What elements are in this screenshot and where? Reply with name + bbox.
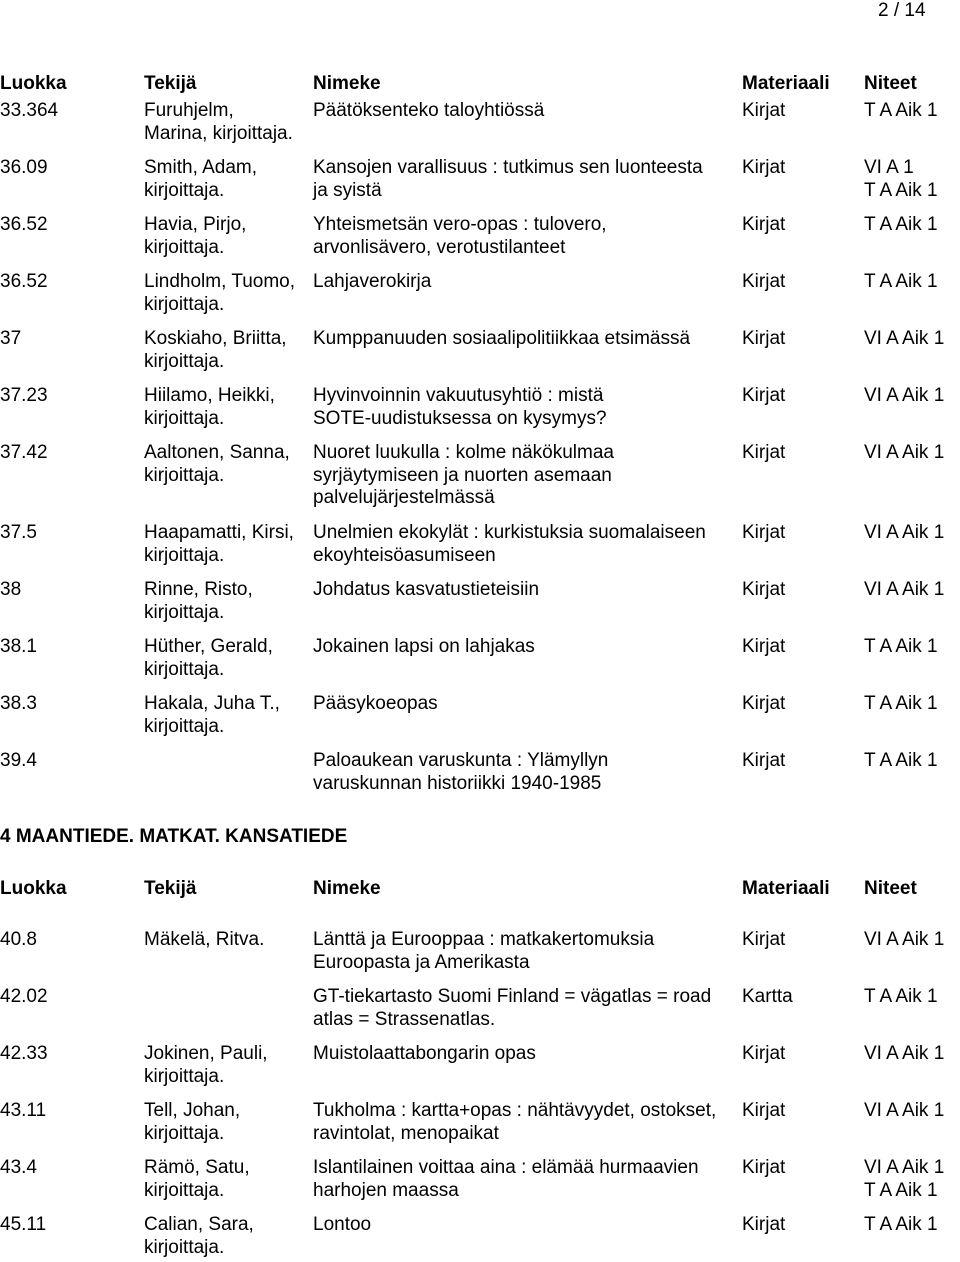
cell-niteet: T A Aik 1 — [864, 750, 938, 771]
cell-niteet: VI A 1 — [864, 157, 914, 178]
cell-tekija: kirjoittaja. — [144, 1065, 225, 1087]
cell-luokka: 36.52 — [0, 214, 48, 235]
header-nimeke: Nimeke — [313, 73, 381, 94]
header-niteet: Niteet — [864, 73, 917, 94]
cell-luokka: 43.4 — [0, 1157, 37, 1178]
header-tekija: Tekijä — [144, 73, 197, 94]
cell-niteet: VI A Aik 1 — [864, 385, 945, 406]
cell-materiaali: Kartta — [742, 986, 793, 1007]
cell-nimeke: Yhteismetsän vero-opas : tulovero, — [313, 214, 607, 235]
cell-luokka: 43.11 — [0, 1100, 47, 1121]
cell-luokka: 40.8 — [0, 929, 37, 950]
cell-materiaali: Kirjat — [742, 157, 786, 178]
cell-nimeke: Muistolaattabongarin opas — [313, 1043, 536, 1064]
cell-nimeke: ja syistä — [313, 179, 382, 201]
cell-nimeke: Unelmien ekokylät : kurkistuksia suomalaiseen — [313, 522, 706, 543]
cell-nimeke: Euroopasta ja Amerikasta — [313, 951, 530, 973]
cell-nimeke: harhojen maassa — [313, 1179, 459, 1201]
cell-nimeke: SOTE-uudistuksessa on kysymys? — [313, 407, 607, 429]
cell-materiaali: Kirjat — [742, 522, 786, 543]
cell-luokka: 42.02 — [0, 986, 48, 1007]
cell-materiaali: Kirjat — [742, 1043, 786, 1064]
cell-tekija: Havia, Pirjo, — [144, 214, 247, 235]
cell-niteet: T A Aik 1 — [864, 179, 938, 201]
cell-niteet: T A Aik 1 — [864, 100, 938, 121]
cell-niteet: VI A Aik 1 — [864, 442, 945, 463]
cell-niteet: VI A Aik 1 — [864, 1043, 945, 1064]
cell-tekija: kirjoittaja. — [144, 293, 225, 315]
cell-tekija: kirjoittaja. — [144, 1122, 225, 1144]
cell-tekija: kirjoittaja. — [144, 464, 225, 486]
cell-tekija: Hakala, Juha T., — [144, 693, 280, 714]
cell-luokka: 38.1 — [0, 636, 37, 657]
cell-materiaali: Kirjat — [742, 636, 786, 657]
cell-luokka: 33.364 — [0, 100, 59, 121]
cell-luokka: 38 — [0, 579, 22, 600]
cell-tekija: kirjoittaja. — [144, 715, 225, 737]
cell-materiaali: Kirjat — [742, 1100, 786, 1121]
cell-luokka: 39.4 — [0, 750, 37, 771]
cell-nimeke: Lontoo — [313, 1214, 372, 1235]
cell-nimeke: Tukholma : kartta+opas : nähtävyydet, ostokset, — [313, 1100, 717, 1121]
header-nimeke: Nimeke — [313, 878, 381, 899]
cell-materiaali: Kirjat — [742, 328, 786, 349]
cell-tekija: kirjoittaja. — [144, 1236, 225, 1258]
header-materiaali: Materiaali — [742, 73, 830, 94]
header-niteet: Niteet — [864, 878, 917, 899]
cell-niteet: T A Aik 1 — [864, 986, 938, 1007]
cell-tekija: Lindholm, Tuomo, — [144, 271, 296, 292]
cell-tekija: kirjoittaja. — [144, 407, 225, 429]
cell-luokka: 38.3 — [0, 693, 37, 714]
cell-nimeke: ekoyhteisöasumiseen — [313, 544, 496, 566]
cell-niteet: VI A Aik 1 — [864, 522, 945, 543]
cell-nimeke: Lahjaverokirja — [313, 271, 432, 292]
cell-nimeke: arvonlisävero, verotustilanteet — [313, 236, 566, 258]
cell-tekija: kirjoittaja. — [144, 350, 225, 372]
cell-nimeke: Islantilainen voittaa aina : elämää hurmaavien — [313, 1157, 699, 1178]
cell-tekija: Tell, Johan, — [144, 1100, 241, 1121]
cell-tekija: Calian, Sara, — [144, 1214, 254, 1235]
cell-niteet: T A Aik 1 — [864, 214, 938, 235]
cell-tekija: kirjoittaja. — [144, 658, 225, 680]
cell-nimeke: Johdatus kasvatustieteisiin — [313, 579, 540, 600]
cell-nimeke: syrjäytymiseen ja nuorten asemaan — [313, 464, 612, 486]
cell-nimeke: Kumppanuuden sosiaalipolitiikkaa etsimässä — [313, 328, 691, 349]
cell-materiaali: Kirjat — [742, 100, 786, 121]
cell-materiaali: Kirjat — [742, 385, 786, 406]
cell-nimeke: GT-tiekartasto Suomi Finland = vägatlas = road — [313, 986, 712, 1007]
cell-materiaali: Kirjat — [742, 693, 786, 714]
cell-nimeke: Kansojen varallisuus : tutkimus sen luonteesta — [313, 157, 703, 178]
cell-nimeke: palvelujärjestelmässä — [313, 487, 495, 508]
header-luokka: Luokka — [0, 73, 67, 94]
cell-materiaali: Kirjat — [742, 1157, 786, 1178]
cell-niteet: VI A Aik 1 — [864, 1100, 945, 1121]
cell-luokka: 36.52 — [0, 271, 48, 292]
cell-luokka: 37.5 — [0, 522, 37, 543]
cell-nimeke: ravintolat, menopaikat — [313, 1122, 499, 1144]
section-title: 4 MAANTIEDE. MATKAT. KANSATIEDE — [0, 826, 348, 847]
cell-tekija: Furuhjelm, — [144, 100, 234, 121]
cell-luokka: 37 — [0, 328, 22, 349]
cell-tekija: Hiilamo, Heikki, — [144, 385, 275, 406]
cell-nimeke: Jokainen lapsi on lahjakas — [313, 636, 535, 657]
cell-tekija: kirjoittaja. — [144, 236, 225, 258]
cell-tekija: kirjoittaja. — [144, 544, 225, 566]
cell-nimeke: atlas = Strassenatlas. — [313, 1008, 496, 1030]
cell-niteet: VI A Aik 1 — [864, 328, 945, 349]
cell-niteet: T A Aik 1 — [864, 1214, 938, 1235]
cell-nimeke: Hyvinvoinnin vakuutusyhtiö : mistä — [313, 385, 604, 406]
cell-niteet: T A Aik 1 — [864, 693, 938, 714]
cell-luokka: 45.11 — [0, 1214, 47, 1235]
cell-materiaali: Kirjat — [742, 750, 786, 771]
cell-tekija: Marina, kirjoittaja. — [144, 122, 293, 144]
cell-tekija: Mäkelä, Ritva. — [144, 929, 265, 950]
cell-nimeke: Päätöksenteko taloyhtiössä — [313, 100, 545, 121]
cell-luokka: 36.09 — [0, 157, 48, 178]
cell-materiaali: Kirjat — [742, 442, 786, 463]
cell-tekija: Aaltonen, Sanna, — [144, 442, 290, 463]
cell-nimeke: Nuoret luukulla : kolme näkökulmaa — [313, 442, 614, 463]
cell-niteet: VI A Aik 1 — [864, 1157, 945, 1178]
cell-luokka: 42.33 — [0, 1043, 48, 1064]
header-luokka: Luokka — [0, 878, 67, 899]
cell-tekija: Jokinen, Pauli, — [144, 1043, 268, 1064]
cell-luokka: 37.23 — [0, 385, 48, 406]
cell-tekija: Haapamatti, Kirsi, — [144, 522, 294, 543]
cell-tekija: Smith, Adam, — [144, 157, 257, 178]
cell-tekija: kirjoittaja. — [144, 601, 225, 623]
cell-tekija: Koskiaho, Briitta, — [144, 328, 287, 349]
cell-nimeke: Paloaukean varuskunta : Ylämyllyn — [313, 750, 609, 771]
cell-nimeke: Länttä ja Eurooppaa : matkakertomuksia — [313, 929, 655, 950]
cell-tekija: Rinne, Risto, — [144, 579, 253, 600]
header-tekija: Tekijä — [144, 878, 197, 899]
cell-materiaali: Kirjat — [742, 271, 786, 292]
cell-materiaali: Kirjat — [742, 929, 786, 950]
cell-niteet: VI A Aik 1 — [864, 929, 945, 950]
cell-nimeke: Pääsykoeopas — [313, 693, 438, 714]
cell-nimeke: varuskunnan historiikki 1940-1985 — [313, 772, 602, 794]
header-materiaali: Materiaali — [742, 878, 830, 899]
page-number: 2 / 14 — [878, 0, 926, 21]
cell-tekija: Rämö, Satu, — [144, 1157, 250, 1178]
cell-tekija: kirjoittaja. — [144, 179, 225, 201]
cell-niteet: T A Aik 1 — [864, 271, 938, 292]
cell-niteet: VI A Aik 1 — [864, 579, 945, 600]
cell-materiaali: Kirjat — [742, 1214, 786, 1235]
cell-tekija: Hüther, Gerald, — [144, 636, 273, 657]
cell-luokka: 37.42 — [0, 442, 48, 463]
cell-niteet: T A Aik 1 — [864, 636, 938, 657]
cell-niteet: T A Aik 1 — [864, 1179, 938, 1201]
cell-materiaali: Kirjat — [742, 579, 786, 600]
cell-tekija: kirjoittaja. — [144, 1179, 225, 1201]
cell-materiaali: Kirjat — [742, 214, 786, 235]
